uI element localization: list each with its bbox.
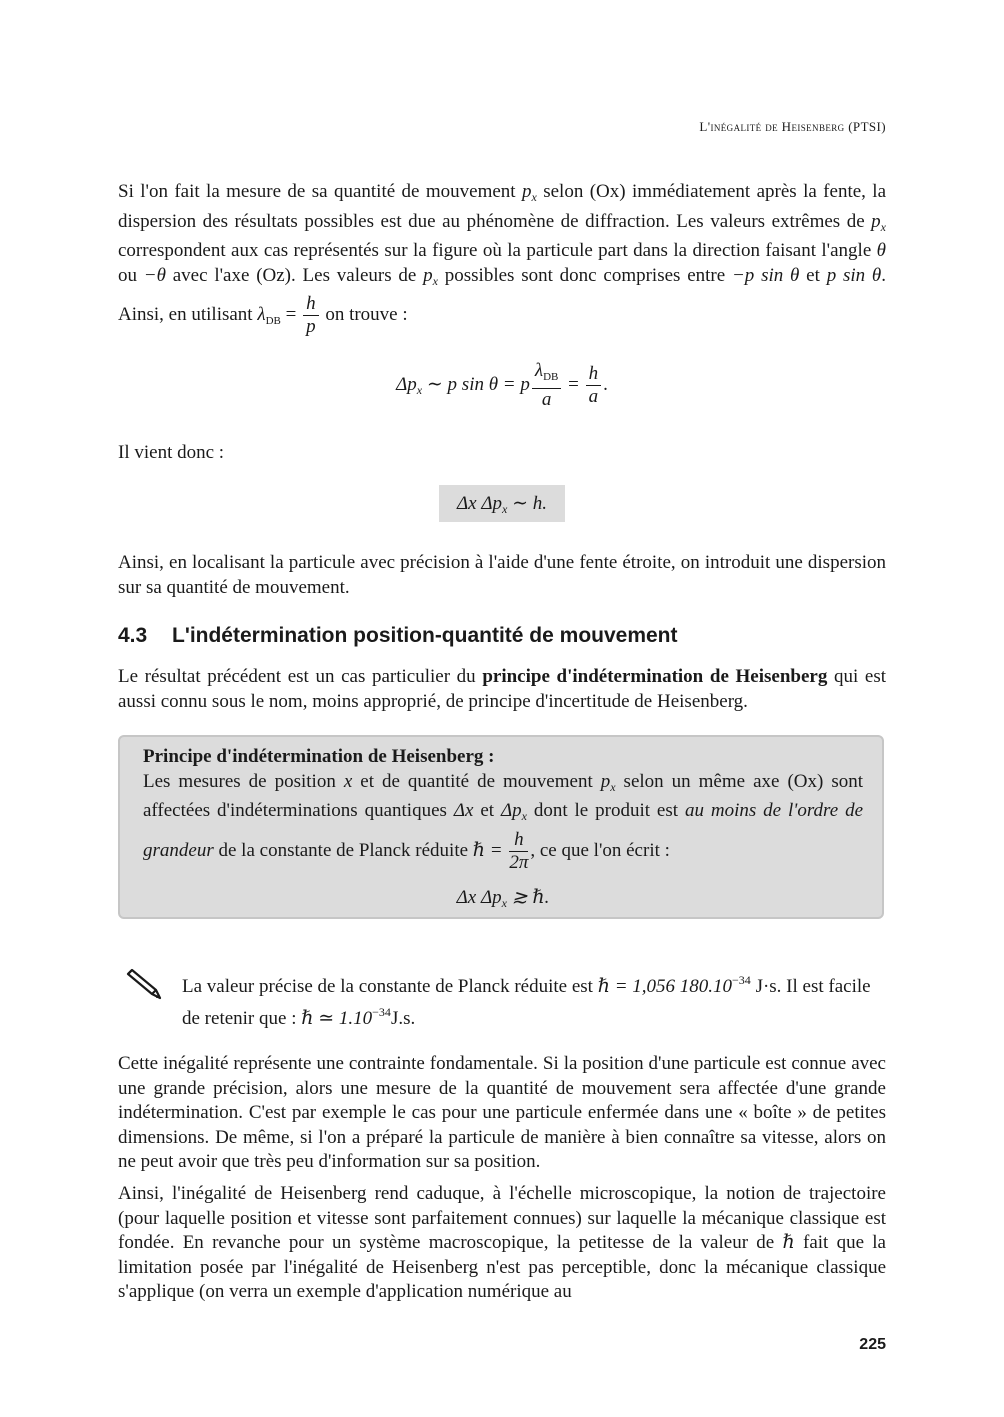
fraction-h-over-p: $\frac{h}{p}$ <box>303 293 319 338</box>
section-number: 4.3 <box>118 624 148 647</box>
paragraph-momentum-dispersion: Si l'on fait la mesure de sa quantité de mouvement $p_x$ selon (Ox) immédiatement après la fente, la dispersion des résultats possibles est due au phénomène de diffraction. Les valeurs extrêmes de $p_x$ correspondent aux cas représentés sur la figure où la particule part dans la direction faisant l'angle θ ou −θ avec l'axe (Oz). Les valeurs de $p_x$ possibles sont donc comprises entre −p sin θ et p sin θ. Ainsi, en utilisant $\lambda_{DB}$ = $\frac{h}{p}$ on trouve : <box>118 181 887 338</box>
boxed-equation: Δx $\Delta p_x$ ∼ h. <box>439 485 565 522</box>
section-title: L'indétermination position-quantité de mouvement <box>172 624 678 647</box>
section-heading <box>118 624 678 648</box>
fraction-h-over-a: $\frac{h}{a}$ <box>586 363 602 408</box>
fraction-h-over-2pi: $\frac{h}{2\pi}$ <box>509 828 529 873</box>
paragraph-classical-limit: Ainsi, l'inégalité de Heisenberg rend caduque, à l'échelle microscopique, la notion de trajectoire (pour laquelle position et vitesse sont parfaitement connues) sur laquelle la mécanique classique est fondée. En revanche pour un système macroscopique, la petitesse de la valeur de ℏ fait que la limitation posée par l'inégalité de Heisenberg n'est pas perceptible, donc la mécanique classique s'applique (on verra un exemple d'application numérique au <box>118 1183 886 1303</box>
note-planck-value: La valeur précise de la constante de Planck réduite est ℏ = 1,056 $180.10^{-34}$ J·s. Il est facile de retenir que : ℏ ≃ $1.10^{-34}J.s$. <box>182 973 871 1029</box>
text-il-vient-donc: Il vient donc : <box>118 442 225 463</box>
paragraph-localisation: Ainsi, en localisant la particule avec précision à l'aide d'une fente étroite, on introduit une dispersion sur sa quantité de mouvement. <box>118 552 886 598</box>
pencil-icon <box>122 968 166 1004</box>
principle-callout-box <box>118 735 884 919</box>
running-header: L'inégalité de Heisenberg (PTSI) <box>699 119 886 134</box>
equation-momentum-spread: $\Delta p_x$ ∼ p sin θ = p $\frac{\lambda_{DB}}{a}$ = $\frac{h}{a}$ . <box>396 360 608 410</box>
fraction-lambda-over-a: $\frac{\lambda_{DB}}{a}$ <box>532 360 562 411</box>
principle-content: Principe d'indétermination de Heisenberg : Les mesures de position x et de quantité de mouvement $p_x$ selon un même axe (Ox) sont affectées d'indéterminations quantiques Δx et $\Delta p_x$ dont le produit est au moins de l'ordre de grandeur de la constante de Planck réduite ℏ = $\frac{h}{2\pi}$ , ce que l'on écrit : Δx $\Delta p_x$ ≳ ℏ. <box>143 745 863 915</box>
paragraph-principle-intro: Le résultat précédent est un cas particulier du principe d'indétermination de Heisenberg qui est aussi connu sous le nom, moins approprié, de principe d'incertitude de Heisenberg. <box>118 666 886 712</box>
principle-title: Principe d'indétermination de Heisenberg : <box>143 746 495 767</box>
heisenberg-inequality: Δx $\Delta p_x$ ≳ ℏ. <box>456 886 550 910</box>
page-number: 225 <box>859 1336 886 1353</box>
paragraph-fundamental-constraint: Cette inégalité représente une contrainte fondamentale. Si la position d'une particule est connue avec une grande précision, alors une mesure de la quantité de mouvement sera affectée d'une grande indétermination. C'est par exemple le cas pour une particule enfermée dans une « boîte » de petites dimensions. De même, si l'on a préparé la particule de manière à bien connaître sa vitesse, alors on ne peut avoir que très peu d'information sur sa position. <box>118 1053 886 1173</box>
